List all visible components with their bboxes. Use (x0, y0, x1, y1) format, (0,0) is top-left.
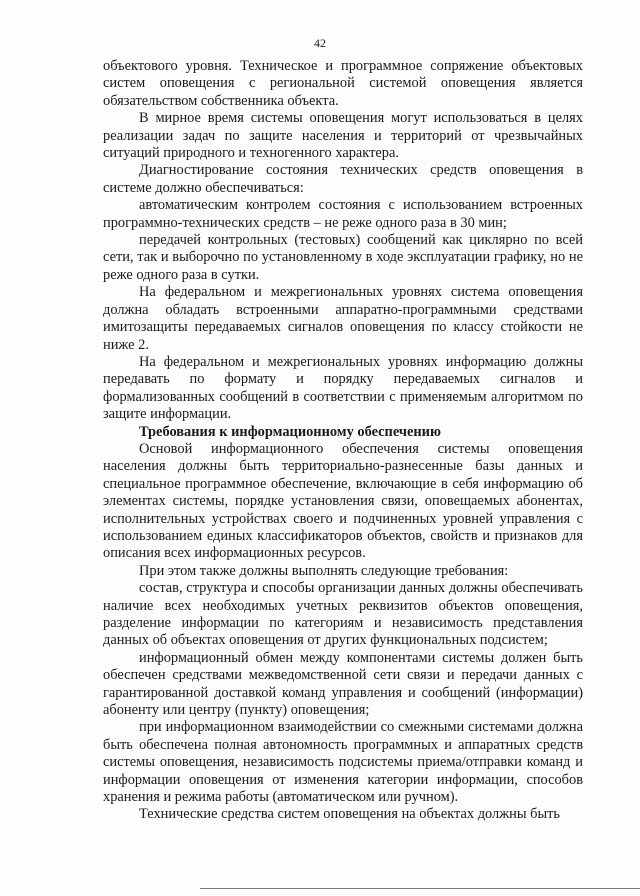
section-heading: Требования к информационному обеспечению (139, 423, 441, 440)
body-paragraph: На федеральном и межрегиональных уровнях система оповещения должна обладать встроенными аппаратно-программными средствами имитозащиты передаваемых сигналов оповещения по классу стойкости не ниже 2. (103, 284, 583, 353)
page-number: 42 (314, 36, 326, 50)
body-paragraph: При этом также должны выполнять следующие требования: (139, 562, 509, 579)
page-bottom-rule (200, 888, 640, 889)
body-paragraph: Технические средства систем оповещения на объектах должны быть (139, 806, 560, 823)
body-paragraph: при информационном взаимодействии со смежными системами должна быть обеспечена полная автономность программных и аппаратных средств системы оповещения, независимость подсистемы приема/отправки команд и информации оповещения от изменения категории информации, способов хранения и режима работы (автоматическом или ручном). (103, 719, 583, 806)
document-body (103, 58, 583, 824)
body-paragraph: В мирное время системы оповещения могут использоваться в целях реализации задач по защите населения и территорий от чрезвычайных ситуаций природного и техногенного характера. (103, 110, 583, 162)
body-paragraph: информационный обмен между компонентами системы должен быть обеспечен средствами межведомственной сети связи и передачи данных с гарантированной доставкой команд управления и сообщений (информации) абоненту или центру (пункту) оповещения; (103, 649, 583, 719)
body-paragraph: состав, структура и способы организации данных должны обеспечивать наличие всех необходимых учетных реквизитов объектов оповещения, разделение информации по категориям и независимость представления данных об объектах оповещения от других функциональных подсистем; (103, 580, 583, 649)
body-paragraph: Диагностирование состояния технических средств оповещения в системе должно обеспечиваться: (103, 162, 583, 196)
body-paragraph: Основой информационного обеспечения системы оповещения населения должны быть территориально-разнесенные базы данных и специальное программное обеспечение, включающие в себя информацию об элементах системы, порядке установления связи, оповещаемых абонентах, исполнительных устройствах своего и подчиненных уровней управления с использованием единых классификаторов объектов, свойств и признаков для описания всех информационных ресурсов. (103, 440, 583, 562)
body-paragraph: автоматическим контролем состояния с использованием встроенных программно-технических средств – не реже одного раза в 30 мин; (103, 197, 583, 231)
body-paragraph: передачей контрольных (тестовых) сообщений как циклярно по всей сети, так и выборочно по установленному в ходе эксплуатации графику, но не реже одного раза в сутки. (103, 232, 583, 283)
body-paragraph: объектового уровня. Техническое и программное сопряжение объектовых систем оповещения с региональной системой оповещения является обязательством собственника объекта. (103, 58, 583, 109)
body-paragraph: На федеральном и межрегиональных уровнях информацию должны передавать по формату и порядку передаваемых сигналов и формализованных сообщений в соответствии с применяемым алгоритмом по защите информации. (103, 353, 583, 423)
